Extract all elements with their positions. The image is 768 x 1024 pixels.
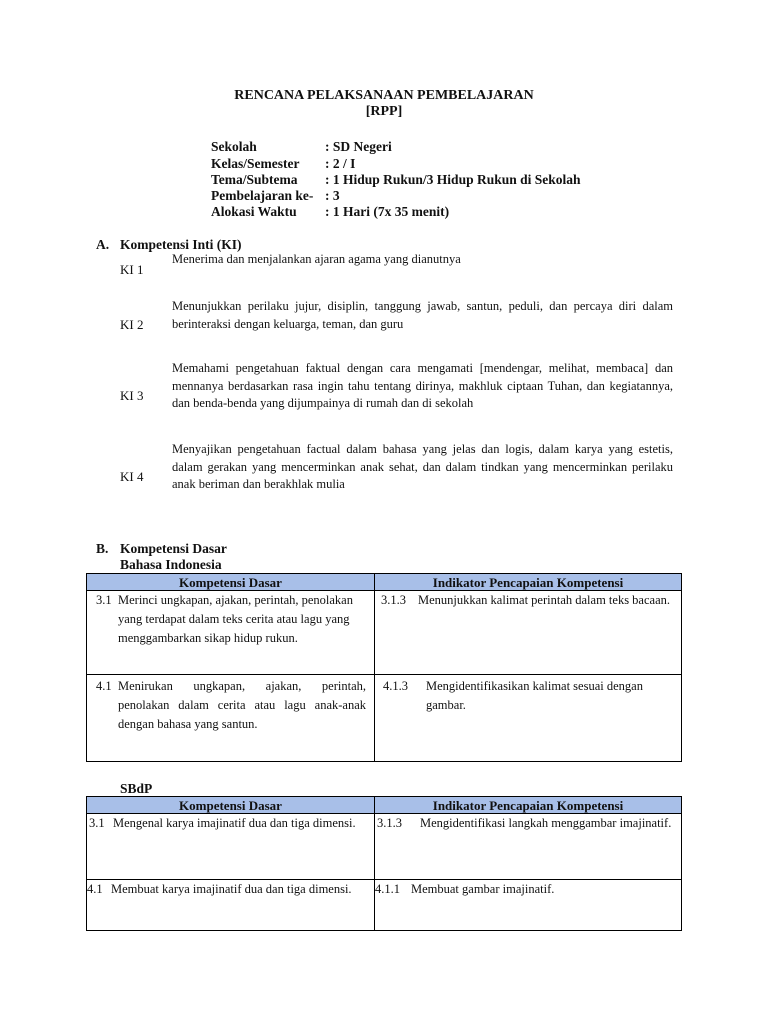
kd-number: 4.1 xyxy=(96,679,112,693)
table-row xyxy=(87,880,682,931)
ki-text: Menunjukkan perilaku jujur, disiplin, tanggung jawab, santun, peduli, dan percaya diri dalam berinteraksi dengan keluarga, teman, dan guru xyxy=(172,299,673,331)
column-header-ipk: Indikator Pencapaian Kompetensi xyxy=(375,797,682,814)
info-value-alokasi: : 1 Hari (7x 35 menit) xyxy=(325,204,450,219)
info-value-sekolah: : SD Negeri xyxy=(325,139,392,154)
info-value-tema: : 1 Hidup Rukun/3 Hidup Rukun di Sekolah xyxy=(325,172,581,187)
kd-number: 3.1 xyxy=(96,593,112,607)
kd-text: Merinci ungkapan, ajakan, perintah, penolakan yang terdapat dalam teks cerita atau lagu yang menggambarkan sikap hidup rukun. xyxy=(118,593,353,645)
kd-table-bahasa xyxy=(86,573,682,762)
ipk-number: 4.1.3 xyxy=(383,679,408,693)
subject-title-sbdp: SBdP xyxy=(120,781,153,796)
section-a-title: Kompetensi Inti (KI) xyxy=(120,237,242,252)
ki-label: KI 1 xyxy=(120,262,144,277)
ipk-text: Mengidentifikasi langkah menggambar imajinatif. xyxy=(420,816,672,830)
ipk-number: 3.1.3 xyxy=(377,816,402,830)
ki-text: Menyajikan pengetahuan factual dalam bahasa yang jelas dan logis, dalam karya yang estetis, dalam gerakan yang mencerminkan anak sehat, dan dalam tindkan yang mencerminkan perilaku anak beriman dan berakhlak mulia xyxy=(172,442,673,491)
kd-number: 3.1 xyxy=(89,816,105,830)
info-value-pembelajaran: : 3 xyxy=(325,188,340,203)
column-header-kd: Kompetensi Dasar xyxy=(87,574,375,591)
ipk-number: 3.1.3 xyxy=(381,593,406,607)
subject-title-bahasa: Bahasa Indonesia xyxy=(120,557,222,572)
info-label-pembelajaran: Pembelajaran ke- xyxy=(211,188,314,203)
ki-label: KI 4 xyxy=(120,469,144,484)
section-b-title: Kompetensi Dasar xyxy=(120,541,227,556)
table-row xyxy=(87,591,682,675)
ipk-number: 4.1.1 xyxy=(375,882,400,896)
kd-text: Membuat karya imajinatif dua dan tiga dimensi. xyxy=(111,882,352,896)
ipk-text: Mengidentifikasikan kalimat sesuai dengan gambar. xyxy=(426,679,643,712)
kd-text: Mengenal karya imajinatif dua dan tiga dimensi. xyxy=(113,816,356,830)
ipk-text: Menunjukkan kalimat perintah dalam teks bacaan. xyxy=(418,593,670,607)
column-header-ipk: Indikator Pencapaian Kompetensi xyxy=(375,574,682,591)
info-label-alokasi: Alokasi Waktu xyxy=(211,204,297,219)
ipk-text: Membuat gambar imajinatif. xyxy=(411,882,555,896)
kd-number: 4.1 xyxy=(87,882,103,896)
section-a-letter: A. xyxy=(96,237,110,252)
info-label-sekolah: Sekolah xyxy=(211,139,257,154)
ki-label: KI 3 xyxy=(120,388,144,403)
info-value-kelas: : 2 / I xyxy=(325,156,356,171)
ki-text: Memahami pengetahuan faktual dengan cara mengamati [mendengar, melihat, membaca] dan mennanya berdasarkan rasa ingin tahu tentang dirinya, makhluk ciptaan Tuhan, dan kegiatannya, dan benda-benda yang dijumpainya di rumah dan di sekolah xyxy=(172,361,673,410)
kd-text: Menirukan ungkapan, ajakan, perintah, penolakan dalam cerita atau lagu anak-anak dengan bahasa yang santun. xyxy=(118,679,366,731)
column-header-kd: Kompetensi Dasar xyxy=(87,797,375,814)
ki-text: Menerima dan menjalankan ajaran agama yang dianutnya xyxy=(172,252,461,266)
kd-table-sbdp xyxy=(86,796,682,931)
ki-label: KI 2 xyxy=(120,317,144,332)
section-b-letter: B. xyxy=(96,541,109,556)
info-label-kelas: Kelas/Semester xyxy=(211,156,300,171)
document-title: RENCANA PELAKSANAAN PEMBELAJARAN xyxy=(234,88,534,103)
table-row xyxy=(87,675,682,762)
document-subtitle: [RPP] xyxy=(365,104,403,119)
info-label-tema: Tema/Subtema xyxy=(211,172,298,187)
table-row xyxy=(87,814,682,880)
